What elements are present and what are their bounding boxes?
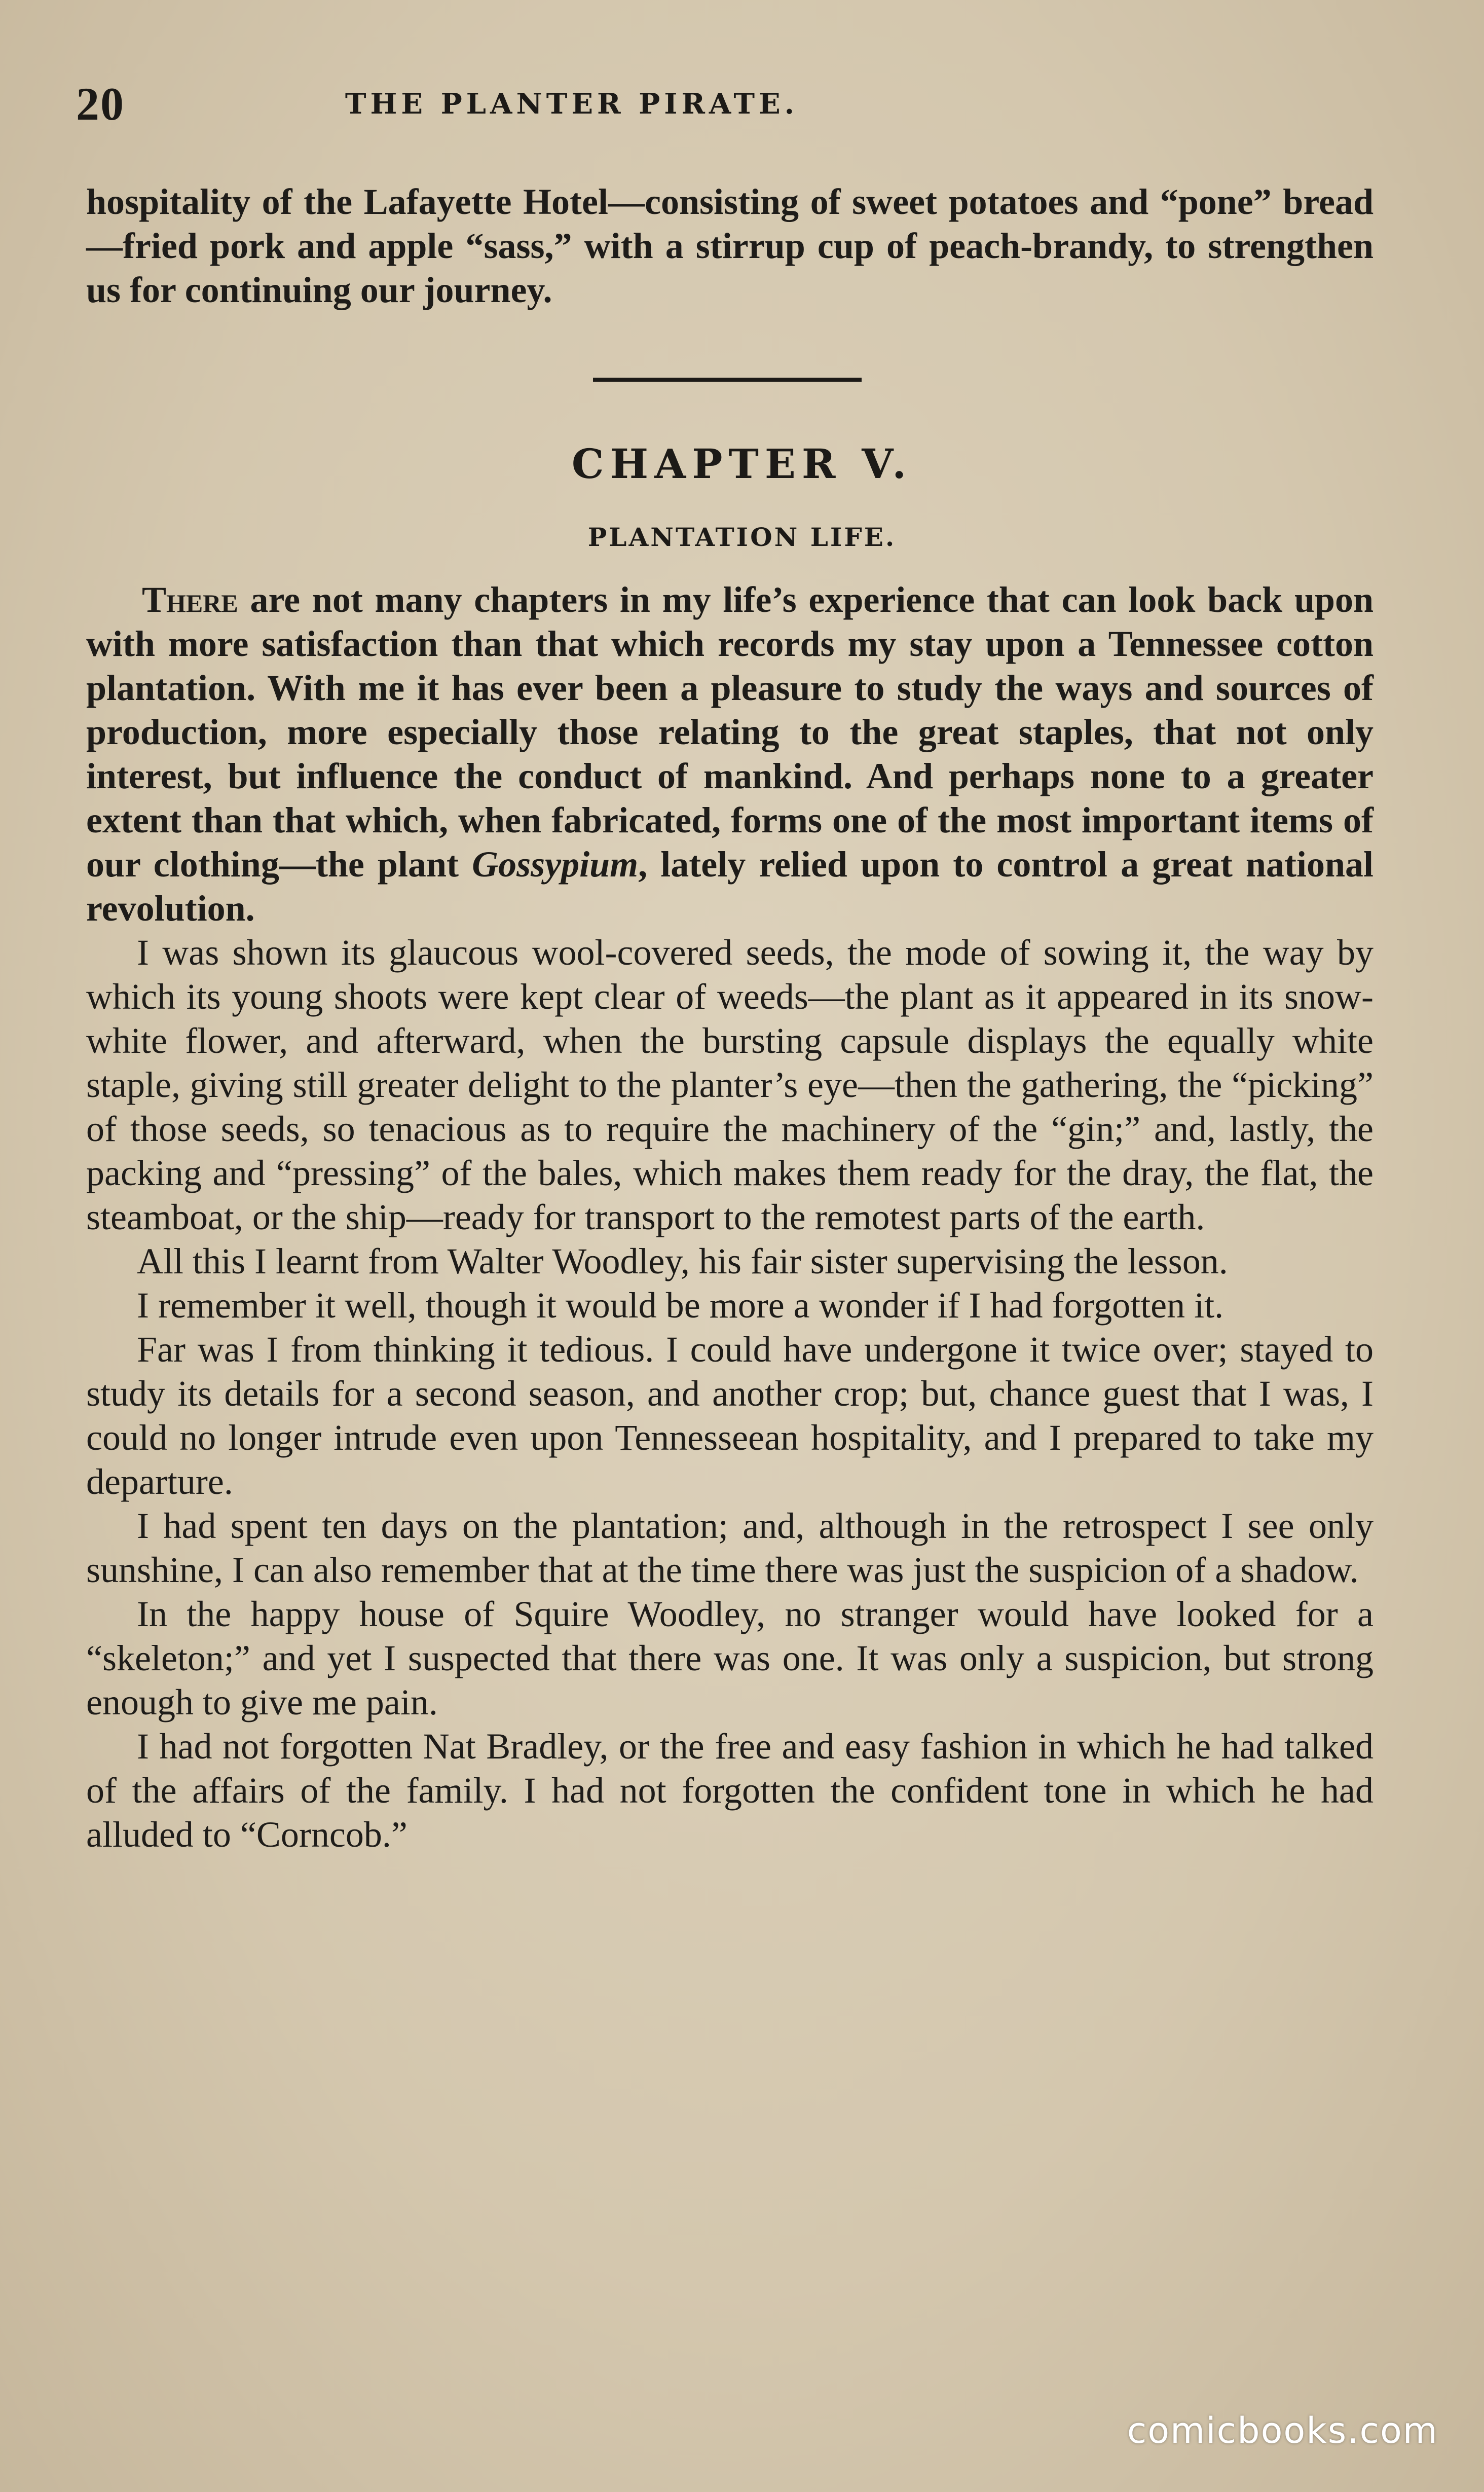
paragraph-1-text-a: are not many chapters in my life’s experience that can look back upon with more satisfaction than that which records my stay upon a Tennessee cotton plantation. With me it has ever been a pleasure to study the ways and sources of production, more especially those relating to the great staples, that not only interest, but influence the conduct of mankind. And perhaps none to a greater extent than that which, when fabricated, forms one of the most important items of our clothing—the plant [86, 579, 1374, 885]
page-number: 20 [76, 78, 125, 130]
paragraph-2: I was shown its glaucous wool-covered seeds, the mode of sowing it, the way by which its young shoots were kept clear of weeds—the plant as it appeared in its snow-white flower, and afterward, when the bursting capsule displays the equally white staple, giving still greater delight to the planter’s eye—then the gathering, the “picking” of those seeds, so tenacious as to require the machinery of the “gin;” and, lastly, the packing and “pressing” of the bales, which makes them ready for the dray, the flat, the steamboat, or the ship—ready for transport to the remotest parts of the earth. [86, 932, 1374, 1237]
paragraph-1-lead: There [142, 579, 238, 620]
paragraph-1-italic: Gossypium [472, 844, 639, 885]
watermark-text: comicbooks.com [1127, 2410, 1438, 2451]
paragraph-5: Far was I from thinking it tedious. I could have undergone it twice over; stayed to study its details for a second season, and another crop; but, chance guest that I was, I could no longer intrude even upon Tennesseean hospitality, and I prepared to take my departure. [86, 1329, 1374, 1502]
paragraph-8: I had not forgotten Nat Bradley, or the free and easy fashion in which he had talked of the affairs of the family. I had not forgotten the confident tone in which he had alluded to “Corncob.” [86, 1726, 1374, 1855]
carry-over-paragraph [86, 180, 1374, 312]
chapter-subtitle: PLANTATION LIFE. [587, 522, 897, 552]
section-divider-rule [593, 378, 862, 382]
paragraph-1 [86, 578, 1374, 931]
paragraph-6: I had spent ten days on the plantation; and, although in the retrospect I see only sunshine, I can also remember that at the time there was just the suspicion of a shadow. [86, 1506, 1374, 1590]
paragraph-3: All this I learnt from Walter Woodley, his fair sister supervising the lesson. [137, 1241, 1228, 1281]
paragraph-7: In the happy house of Squire Woodley, no stranger would have looked for a “skeleton;” and yet I suspected that there was one. It was only a suspicion, but strong enough to give me pain. [86, 1594, 1374, 1723]
chapter-heading: CHAPTER V. [571, 440, 913, 488]
paragraph-4: I remember it well, though it would be more a wonder if I had forgotten it. [137, 1285, 1224, 1326]
running-head [76, 76, 1374, 132]
carry-over-text: hospitality of the Lafayette Hotel—consisting of sweet potatoes and “pone” bread—fried pork and apple “sass,” with a stirrup cup of peach-brandy, to strengthen us for continuing our journey. [86, 181, 1374, 310]
chapter-body [86, 578, 1374, 1857]
paragraph-1-text-b: , lately relied upon to control a great national revolution. [86, 844, 1374, 929]
running-title: THE PLANTER PIRATE. [345, 87, 799, 121]
